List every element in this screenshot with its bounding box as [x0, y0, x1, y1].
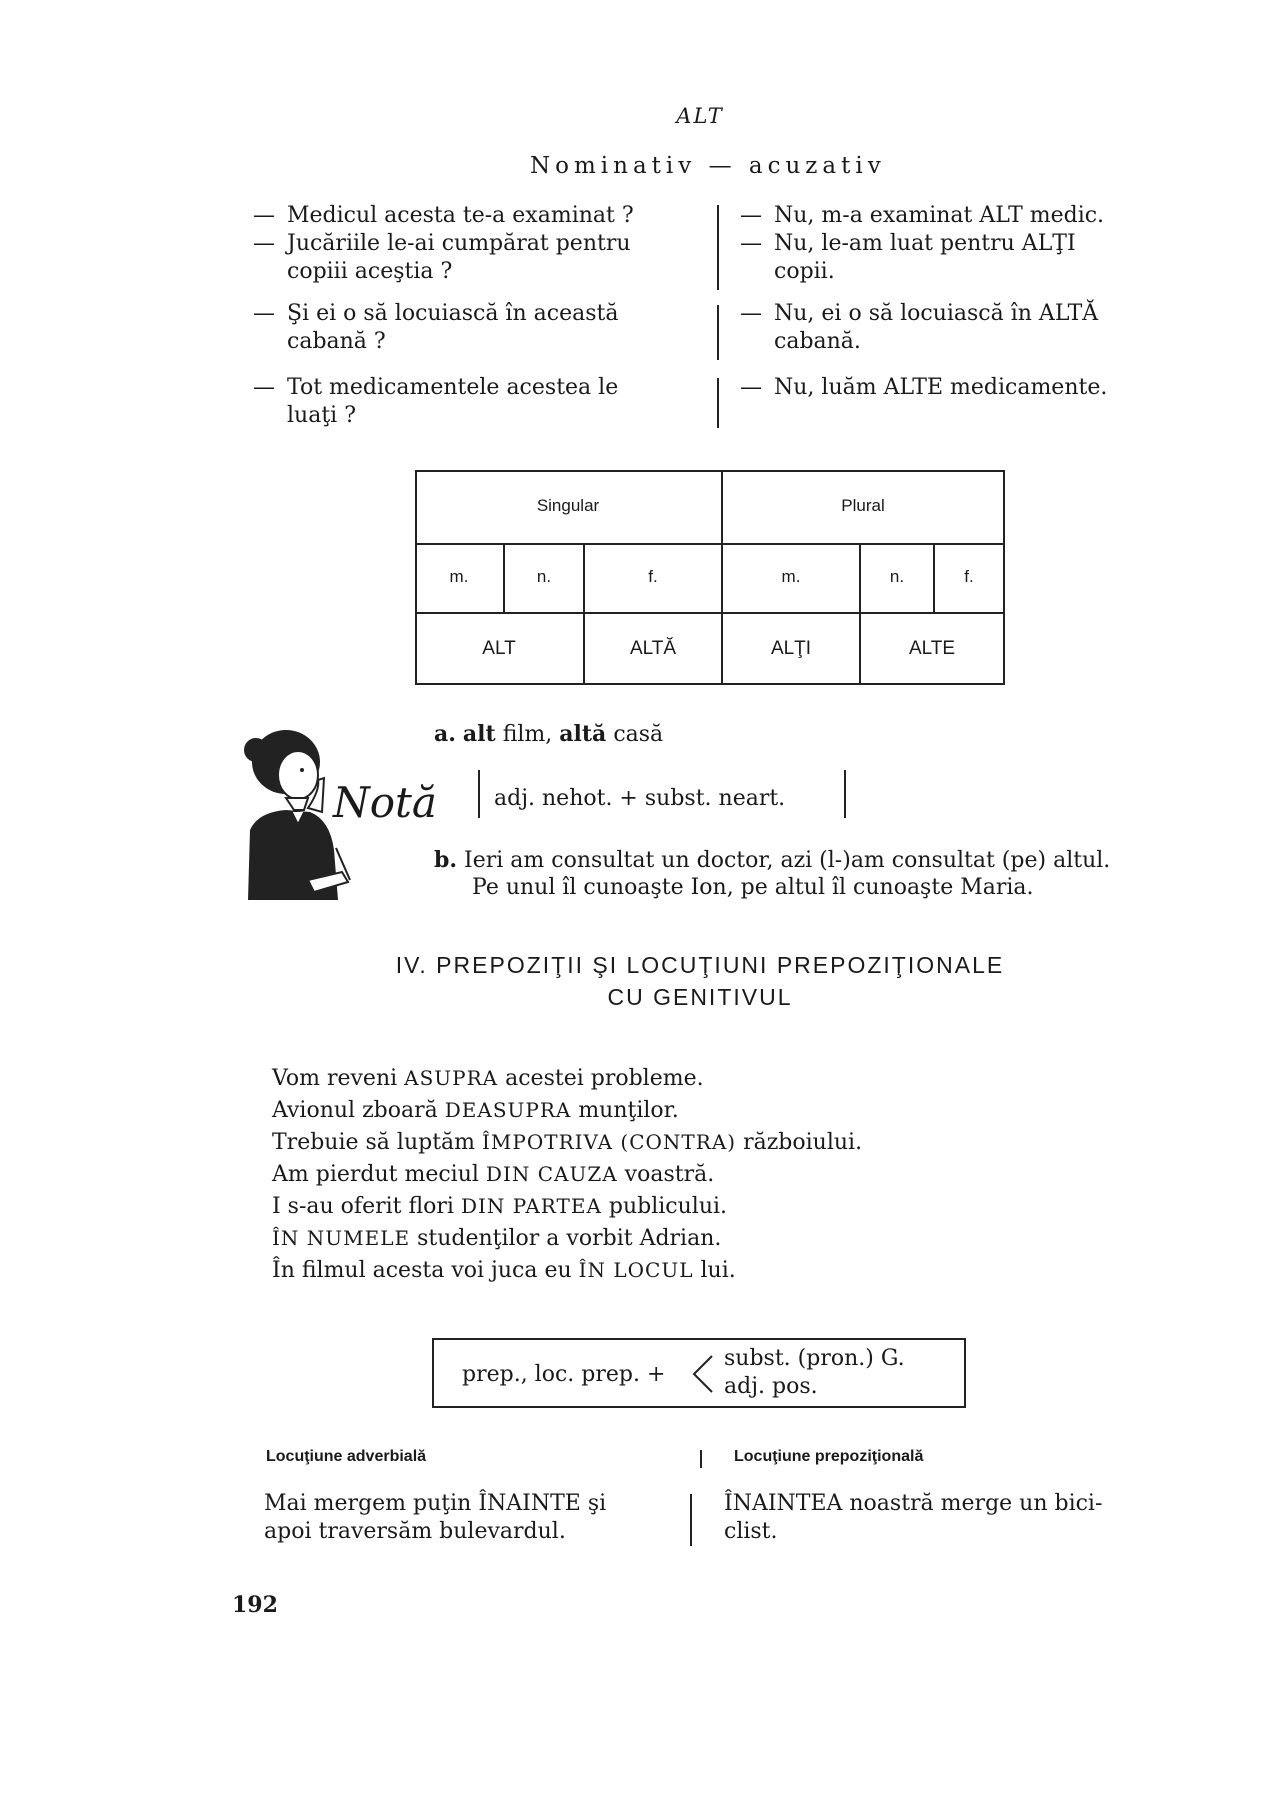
dialogue-question-3: — Şi ei o să locuiască în această cabană ?	[253, 301, 619, 354]
compare-right-heading: Locuţiune prepoziţională	[734, 1448, 924, 1465]
chapter-heading-line1: IV. PREPOZIŢII ŞI LOCUŢIUNI PREPOZIŢIONALE	[395, 952, 1005, 978]
compare-divider	[690, 1494, 692, 1546]
example-line: Trebuie să luptăm ÎMPOTRIVA (CONTRA) războiului.	[272, 1130, 863, 1155]
dialogue-question-2: — Jucăriile le-ai cumpărat pentru copiii aceştia ?	[253, 231, 631, 284]
dialogue-divider	[717, 305, 719, 360]
example-line: Avionul zboară DEASUPRA munţilor.	[272, 1098, 679, 1123]
page-title: ALT	[676, 104, 724, 128]
example-line: Am pierdut meciul DIN CAUZA voastră.	[272, 1162, 715, 1187]
table-gender-cell: n.	[889, 567, 905, 586]
table-gender-cell: m.	[781, 567, 801, 586]
dialogue-question-1: — Medicul acesta te-a examinat ?	[253, 203, 634, 228]
note-example-a: a. alt film, altă casă	[434, 721, 664, 747]
table-form-cell: ALT	[482, 638, 516, 659]
example-line: I s-au oferit flori DIN PARTEA publicului.	[272, 1194, 728, 1219]
table-form-cell: ALŢI	[770, 638, 812, 659]
example-line: În filmul acesta voi juca eu ÎN LOCUL lui.	[272, 1258, 736, 1283]
dialogue-answer-3: — Nu, ei o să locuiască în ALTĂ cabană.	[740, 301, 1099, 354]
formula-prep-left: prep., loc. prep. +	[462, 1362, 666, 1387]
table-gender-cell: n.	[536, 567, 552, 586]
compare-left-text: Mai mergem puţin ÎNAINTE şi apoi traversăm bulevardul.	[264, 1491, 607, 1544]
example-line: Vom reveni ASUPRA acestei probleme.	[272, 1066, 704, 1091]
table-header-plural: Plural	[841, 496, 885, 515]
dialogue-question-4: — Tot medicamentele acestea le luaţi ?	[253, 375, 619, 428]
table-form-cell: ALTE	[908, 638, 956, 659]
section-heading: Nominativ — acuzativ	[530, 153, 886, 179]
formula-prep-top: subst. (pron.) G.	[724, 1346, 905, 1371]
example-line: ÎN NUMELE studenţilor a vorbit Adrian.	[272, 1226, 722, 1251]
note-example-b: b. Ieri am consultat un doctor, azi (l-)am consultat (pe) altul.	[434, 847, 1111, 873]
dialogue-divider	[717, 378, 719, 428]
compare-divider	[700, 1450, 702, 1468]
chapter-heading-line2: CU GENITIVUL	[607, 984, 793, 1010]
table-form-cell: ALTĂ	[629, 638, 677, 659]
dialogue-divider	[717, 205, 719, 290]
declension-table	[415, 470, 1015, 685]
dialogue-answer-4: — Nu, luăm ALTE medicamente.	[740, 375, 1108, 400]
compare-left-heading: Locuţiune adverbială	[266, 1448, 427, 1465]
note-example-b-line2: Pe unul îl cunoaşte Ion, pe altul îl cunoaşte Maria.	[472, 875, 1034, 900]
nota-label: Notă	[333, 778, 437, 827]
formula-prep-bottom: adj. pos.	[724, 1374, 818, 1399]
table-gender-cell: m.	[449, 567, 469, 586]
dialogue-answer-1: — Nu, m-a examinat ALT medic.	[740, 203, 1105, 228]
table-gender-cell: f.	[964, 567, 974, 586]
bracket-icon	[688, 1352, 716, 1396]
dialogue-answer-2: — Nu, le-am luat pentru ALŢI copii.	[740, 231, 1076, 284]
table-header-singular: Singular	[536, 496, 600, 515]
compare-right-text: ÎNAINTEA noastră merge un bici- clist.	[724, 1491, 1103, 1544]
page-number: 192	[232, 1592, 278, 1618]
formula-adj-nehot: adj. nehot. + subst. neart.	[494, 786, 786, 811]
table-gender-cell: f.	[648, 567, 658, 586]
